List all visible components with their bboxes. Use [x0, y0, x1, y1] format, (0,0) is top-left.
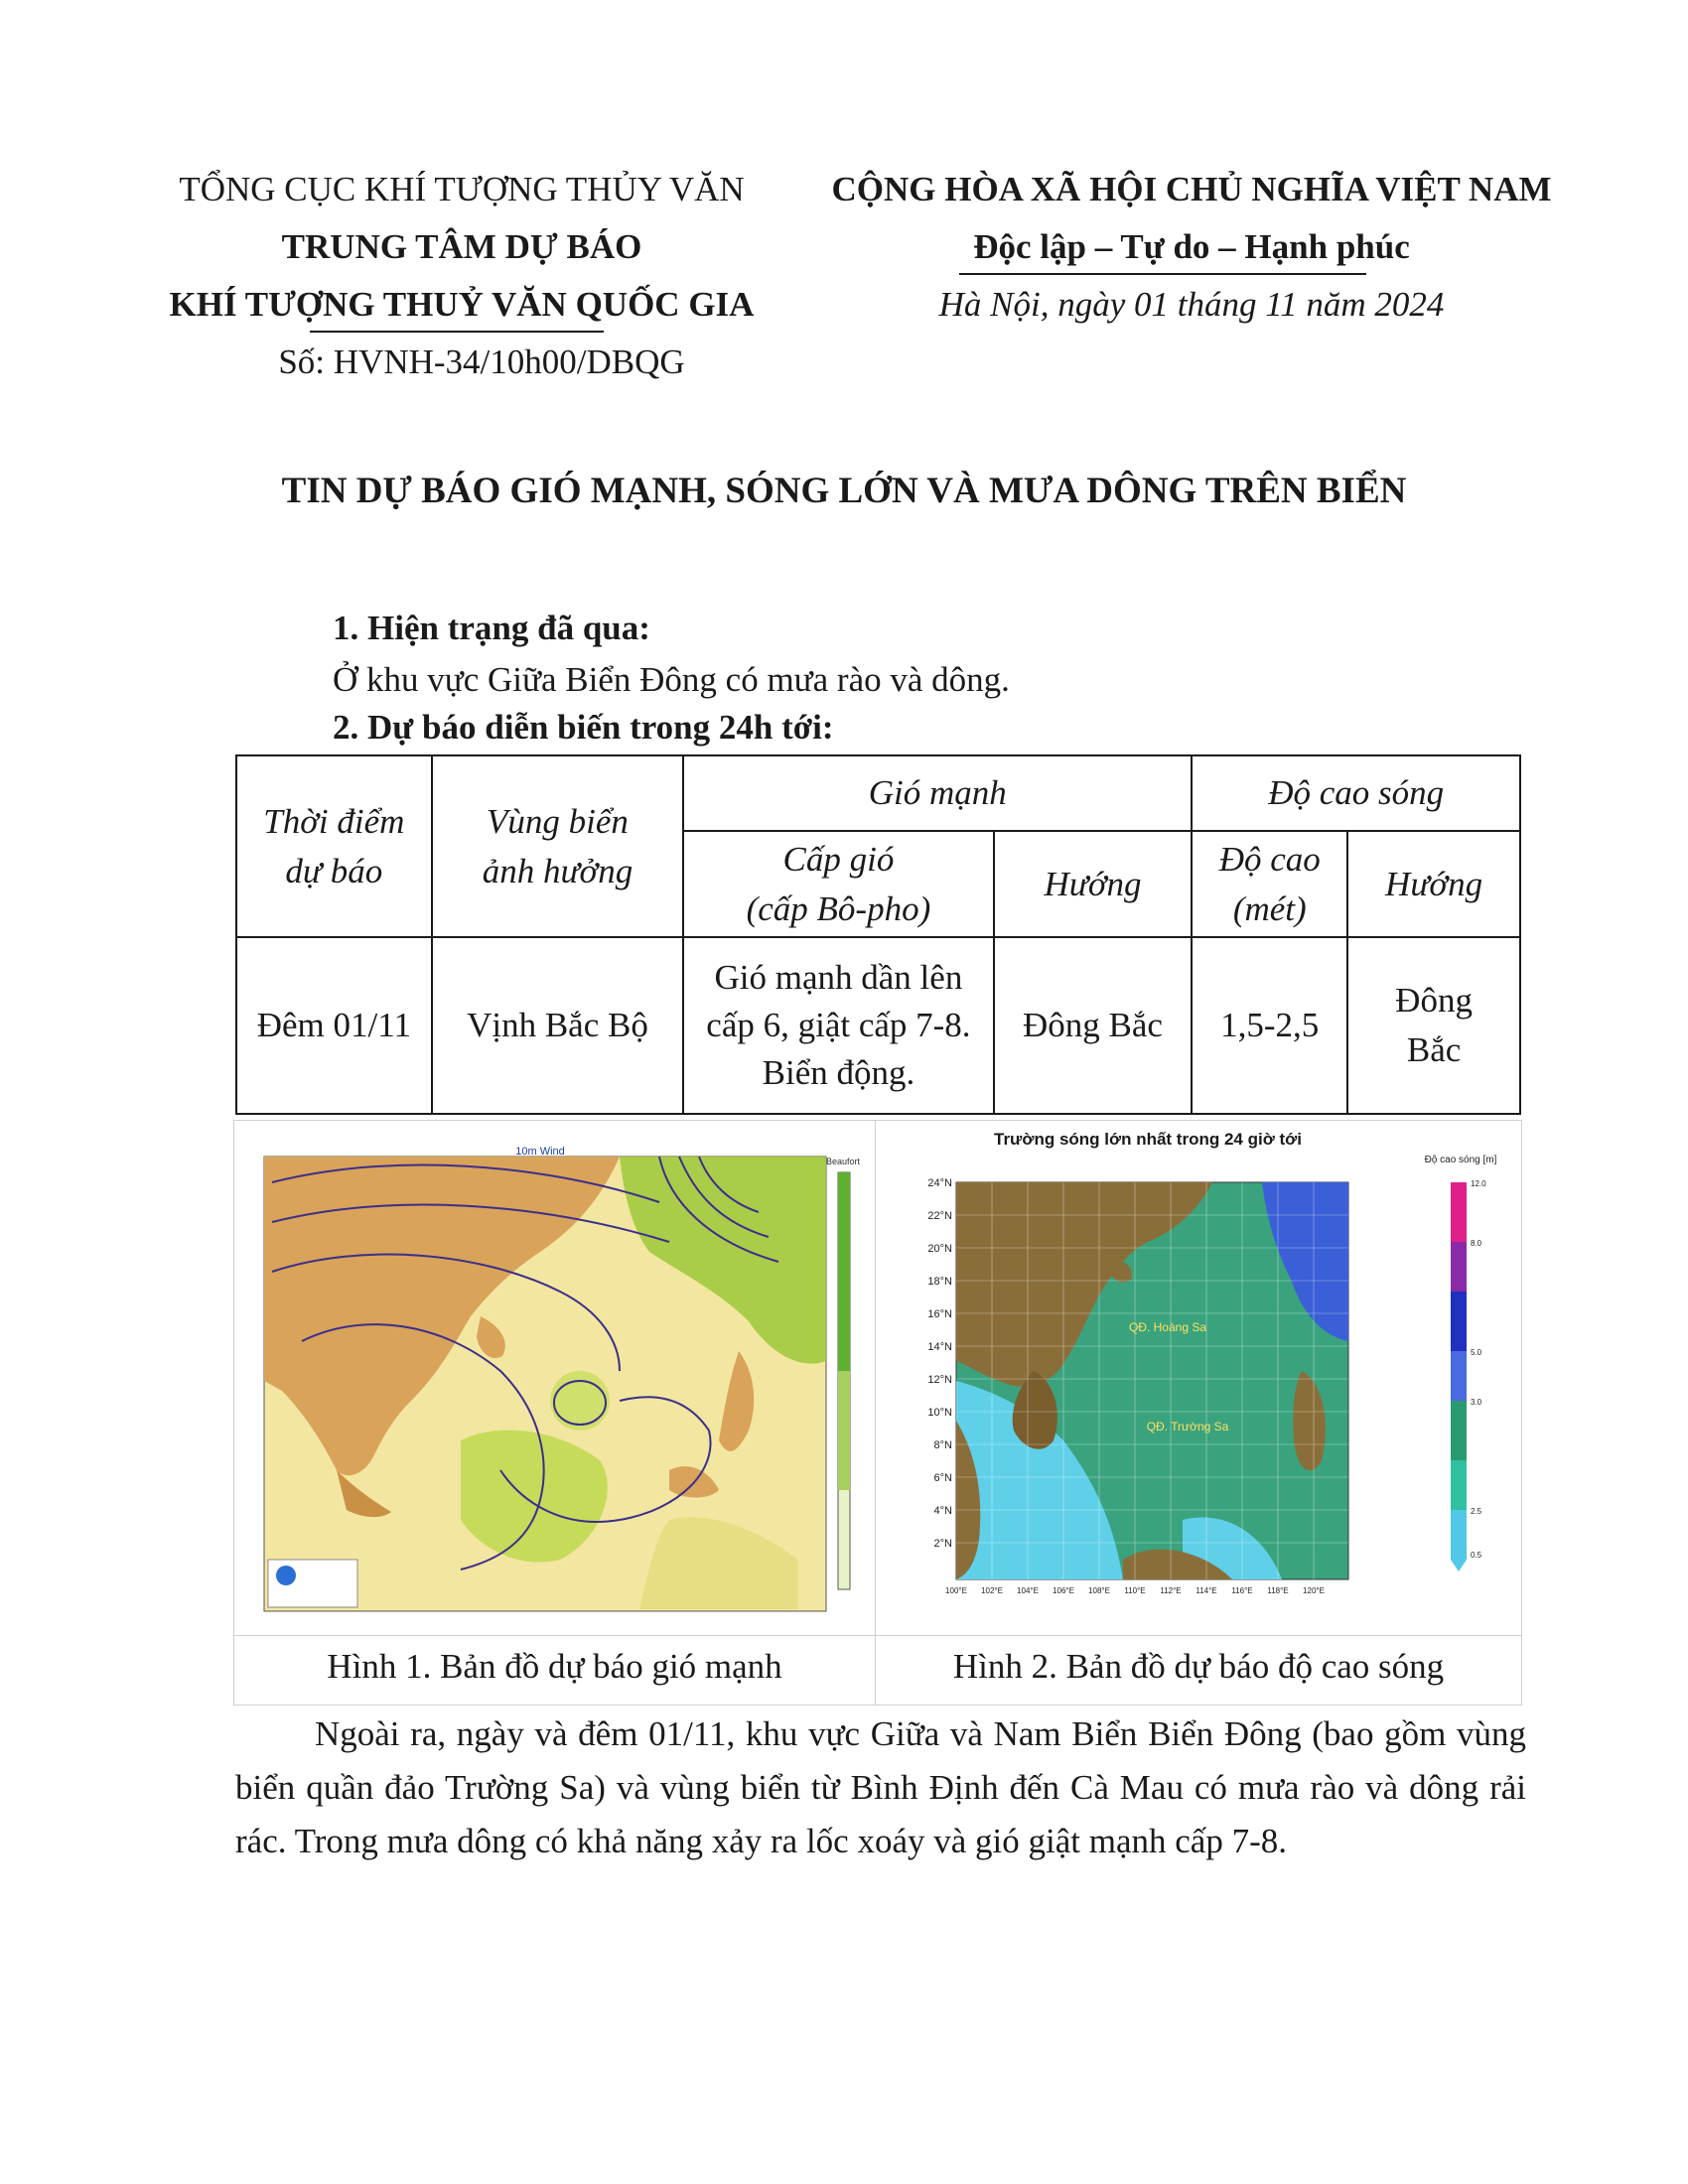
- wave-map-title: Trường sóng lớn nhất trong 24 giờ tới: [994, 1130, 1302, 1149]
- lon-label: 120°E: [1303, 1586, 1325, 1595]
- lat-label: 8°N: [933, 1439, 952, 1451]
- wave-legend-value: 12.0: [1471, 1179, 1486, 1188]
- header-area: Vùng biển ảnh hưởng: [432, 755, 684, 937]
- wave-legend-value: 3.0: [1471, 1398, 1482, 1407]
- date-place: Hà Nội, ngày 01 tháng 11 năm 2024: [938, 285, 1445, 324]
- cell-wind-direction: Đông Bắc: [994, 937, 1193, 1114]
- header-time: Thời điểm dự báo: [236, 755, 432, 937]
- lat-label: 10°N: [927, 1407, 952, 1419]
- caption-divider: [234, 1635, 1521, 1636]
- wave-legend-value: 5.0: [1471, 1348, 1482, 1357]
- lat-label: 2°N: [933, 1538, 952, 1550]
- table-row: [236, 937, 1520, 1114]
- wave-forecast-map: [885, 1123, 1510, 1627]
- wind-forecast-map: [242, 1143, 868, 1627]
- lon-label: 114°E: [1196, 1586, 1217, 1595]
- lat-label: 22°N: [927, 1210, 952, 1222]
- wave-legend-value: 8.0: [1471, 1239, 1482, 1248]
- header-wind-level: Cấp gió (cấp Bô-pho): [683, 831, 993, 937]
- wave-legend-value: 0.5: [1471, 1551, 1482, 1560]
- motto: Độc lập – Tự do – Hạnh phúc: [973, 227, 1410, 266]
- lon-label: 108°E: [1088, 1586, 1110, 1595]
- section1-text: Ở khu vực Giữa Biển Đông có mưa rào và dông.: [333, 660, 1010, 699]
- agency-line2: TRUNG TÂM DỰ BÁO: [281, 227, 642, 266]
- agency-line1: TỔNG CỤC KHÍ TƯỢNG THỦY VĂN: [179, 170, 745, 208]
- lat-label: 4°N: [933, 1505, 952, 1517]
- wave-legend-bar: [1451, 1182, 1467, 1571]
- figure2-caption: Hình 2. Bản đồ dự báo độ cao sóng: [952, 1647, 1445, 1686]
- cell-wave-height: 1,5-2,5: [1192, 937, 1347, 1114]
- lon-label: 116°E: [1231, 1586, 1253, 1595]
- header-wind-group: Gió mạnh: [683, 755, 1192, 831]
- lon-label: 100°E: [945, 1586, 967, 1595]
- additional-info-paragraph: Ngoài ra, ngày và đêm 01/11, khu vực Giữa và Nam Biển Biển Đông (bao gồm vùng biển quần đảo Trường Sa) và vùng biển từ Bình Định đến Cà Mau có mưa rào và dông rải rác. Trong mưa dông có khả năng xảy ra lốc xoáy và gió giật mạnh cấp 7-8.: [235, 1714, 1526, 1860]
- forecast-table: [235, 754, 1521, 1115]
- agency-line3: KHÍ TƯỢNG THUỶ VĂN QUỐC GIA: [169, 285, 755, 324]
- wind-map-title: 10m Wind: [515, 1146, 565, 1158]
- wind-legend-label: Beaufort: [825, 1157, 861, 1166]
- section1-heading: 1. Hiện trạng đã qua:: [333, 609, 650, 647]
- agency-block: [139, 161, 784, 391]
- cell-wave-direction: Đông Bắc: [1347, 937, 1520, 1114]
- section2-heading: 2. Dự báo diễn biến trong 24h tới:: [333, 708, 834, 747]
- lat-label: 16°N: [927, 1308, 952, 1320]
- header-wave-group: Độ cao sóng: [1192, 755, 1520, 831]
- lat-label: 12°N: [927, 1374, 952, 1386]
- figure1-caption: Hình 1. Bản đồ dự báo gió mạnh: [327, 1647, 782, 1686]
- doc-number: Số: HVNH-34/10h00/DBQG: [278, 342, 685, 381]
- header-wave-height: Độ cao (mét): [1192, 831, 1347, 937]
- lat-label: 6°N: [933, 1472, 952, 1484]
- lat-label: 20°N: [927, 1243, 952, 1255]
- figure-divider: [875, 1121, 876, 1705]
- cell-time: Đêm 01/11: [236, 937, 432, 1114]
- cell-area: Vịnh Bắc Bộ: [432, 937, 684, 1114]
- lon-label: 112°E: [1160, 1586, 1182, 1595]
- paracel-label: QĐ. Hoàng Sa: [1128, 1320, 1207, 1334]
- lon-label: 118°E: [1267, 1586, 1289, 1595]
- lon-label: 110°E: [1124, 1586, 1146, 1595]
- spratly-label: QĐ. Trường Sa: [1146, 1420, 1229, 1433]
- lat-label: 24°N: [927, 1177, 952, 1189]
- lon-label: 104°E: [1017, 1586, 1039, 1595]
- country-name: CỘNG HÒA XÃ HỘI CHỦ NGHĨA VIỆT NAM: [831, 170, 1552, 208]
- agency-underline: [310, 331, 604, 333]
- lat-label: 18°N: [927, 1276, 952, 1288]
- cell-wind-level: Gió mạnh dần lên cấp 6, giật cấp 7-8. Biển động.: [683, 937, 993, 1114]
- wave-legend-label: Độ cao sóng [m]: [1424, 1155, 1497, 1165]
- motto-underline: [959, 273, 1366, 275]
- lat-label: 14°N: [927, 1341, 952, 1353]
- figures-table: [233, 1120, 1522, 1706]
- lon-label: 102°E: [981, 1586, 1003, 1595]
- header-wind-direction: Hướng: [994, 831, 1193, 937]
- country-block: [814, 161, 1569, 334]
- header-wave-direction: Hướng: [1347, 831, 1520, 937]
- wave-legend-value: 2.5: [1471, 1507, 1482, 1516]
- lon-label: 106°E: [1053, 1586, 1074, 1595]
- bulletin-title: TIN DỰ BÁO GIÓ MẠNH, SÓNG LỚN VÀ MƯA DÔNG TRÊN BIỂN: [281, 471, 1407, 511]
